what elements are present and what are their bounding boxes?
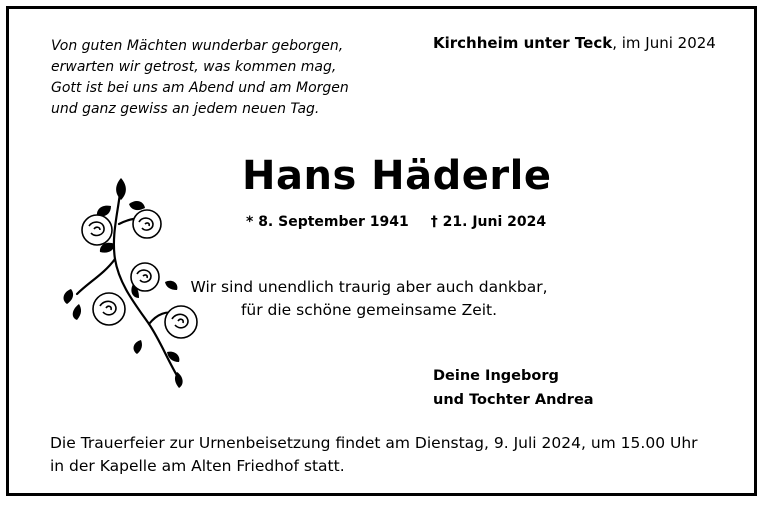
- message-line: Wir sind unendlich traurig aber auch dankbar,: [190, 278, 548, 296]
- funeral-notice: [50, 432, 698, 478]
- signature-line: und Tochter Andrea: [433, 392, 594, 408]
- notice-line: Die Trauerfeier zur Urnenbeisetzung findet am Dienstag, 9. Juli 2024, um 15.00 Uhr: [50, 434, 698, 452]
- birth-date: * 8. September 1941: [246, 214, 409, 230]
- poem-line: Von guten Mächten wunderbar geborgen,: [51, 38, 344, 54]
- death-date: † 21. Juni 2024: [430, 214, 547, 230]
- poem-line: erwarten wir getrost, was kommen mag,: [51, 59, 337, 75]
- obituary-notice: [6, 6, 757, 496]
- poem-line: Gott ist bei uns am Abend und am Morgen: [51, 80, 349, 96]
- message-line: für die schöne gemeinsame Zeit.: [240, 301, 498, 319]
- deceased-name: Hans Häderle: [242, 153, 552, 199]
- condolence-message: [169, 276, 569, 322]
- notice-line: in der Kapelle am Alten Friedhof statt.: [50, 457, 345, 475]
- place-date: [433, 34, 716, 52]
- signature-line: Deine Ingeborg: [433, 368, 559, 384]
- date: , im Juni 2024: [612, 34, 716, 52]
- poem: [51, 36, 349, 120]
- life-dates: [246, 214, 546, 230]
- signature: [433, 364, 594, 412]
- poem-line: und ganz gewiss an jedem neuen Tag.: [51, 101, 320, 117]
- place: Kirchheim unter Teck: [433, 34, 613, 52]
